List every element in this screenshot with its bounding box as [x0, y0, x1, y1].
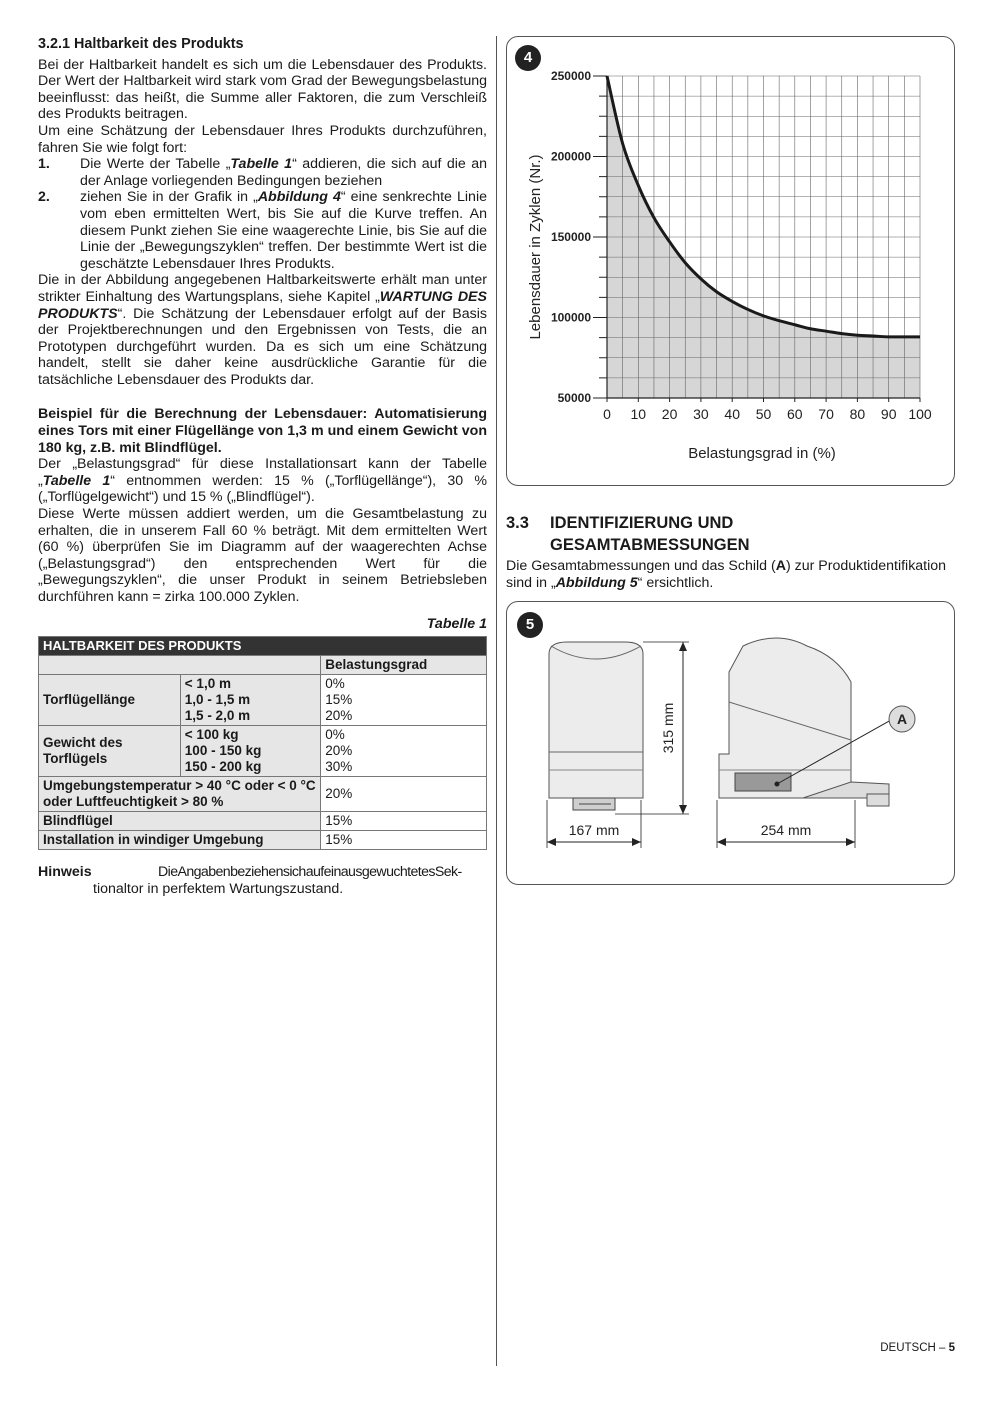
- paragraph: Um eine Schätzung der Lebensdauer Ihres Produkts durchzuführen, fahren Sie wie folgt fort:: [38, 122, 487, 156]
- paragraph: Die Gesamtabmessungen und das Schild (A) zur Produktidentifikation sind in „Abbildung 5“ ersichtlich.: [506, 558, 947, 591]
- x-tick-label: 90: [880, 406, 897, 422]
- table-row: Torflügellänge < 1,0 m 1,0 - 1,5 m 1,5 - 2,0 m 0% 15% 20%: [39, 675, 487, 726]
- y-tick-label: 50000: [557, 391, 591, 405]
- table-caption: Tabelle 1: [426, 615, 487, 632]
- page-footer: DEUTSCH – 5: [880, 1342, 955, 1354]
- left-column: [38, 36, 487, 897]
- table-title: HALTBARKEIT DES PRODUKTS: [39, 637, 487, 656]
- section-title: 3.2.1 Haltbarkeit des Produkts: [38, 36, 244, 52]
- x-tick-label: 20: [661, 406, 678, 422]
- x-tick-label: 0: [603, 406, 611, 422]
- y-tick-label: 250000: [550, 69, 591, 83]
- figure-badge: 4: [515, 45, 541, 71]
- list-item: 1. Die Werte der Tabelle „Tabelle 1“ addieren, die sich auf die an der Anlage vorliegenden Bedingungen beziehen: [38, 156, 487, 189]
- x-tick-label: 40: [724, 406, 740, 422]
- y-axis-label: Lebensdauer in Zyklen (Nr.): [527, 154, 544, 340]
- figure-5: [506, 601, 955, 885]
- example-title: Beispiel für die Berechnung der Lebensdauer: Automatisierung eines Tors mit einer Flügellänge von 1,3 m und einem Gewicht von 180 kg, z.B. mit Blindflügel.: [38, 406, 487, 456]
- table-row: Gewicht des Torflügels < 100 kg 100 - 150 kg 150 - 200 kg 0% 20% 30%: [39, 726, 487, 777]
- y-tick-label: 150000: [550, 230, 591, 244]
- column-divider: [496, 36, 497, 1366]
- paragraph: Die in der Abbildung angegebenen Haltbarkeitswerte erhält man unter strikter Einhaltung des Wartungsplans, siehe Kapitel „WARTUNG DES PRODUKTS“. Die Schätzung der Lebensdauer erfolgt auf der Basis der Projektberechnungen und den Ergebnissen von Tests, die an Prototypen durchgeführt wurden. Da es sich um eine Schätzung handelt, stellt sie daher keine ausdrückliche Garantie für die tatsächliche Lebensdauer des Produkts dar.: [38, 272, 487, 388]
- table-row: Umgebungstemperatur > 40 °C oder < 0 °C oder Luftfeuchtigkeit > 80 % 20%: [39, 777, 487, 812]
- height-dimension-label: 315 mm: [660, 702, 676, 754]
- table-col-header: Belastungsgrad: [321, 656, 487, 675]
- front-view-illustration: [549, 642, 643, 810]
- x-tick-label: 60: [787, 406, 803, 422]
- figure-badge: 5: [517, 612, 543, 638]
- table-row: Installation in windiger Umgebung 15%: [39, 831, 487, 850]
- right-column: [506, 36, 955, 885]
- durability-table: [38, 636, 487, 850]
- x-tick-label: 50: [755, 406, 772, 422]
- depth-dimension-label: 254 mm: [760, 822, 812, 839]
- section-heading: GESAMTABMESSUNGEN: [550, 536, 750, 554]
- x-tick-label: 80: [849, 406, 866, 422]
- section-heading: 3.3 IDENTIFIZIERUNG UND: [506, 514, 734, 532]
- paragraph: Diese Werte müssen addiert werden, um die Gesamtbelastung zu erhalten, die in unserem Fall 60 % beträgt. Mit dem ermittelten Wert (60 %) überprüfen Sie im Diagramm auf der waagerechten Achse („Belastungsgrad“) den entsprechenden Wert für die „Bewegungszyklen“, die unser Produkt in seinem Betriebsleben durchführen kann = zirka 100.000 Zyklen.: [38, 506, 487, 605]
- side-view-illustration: [719, 638, 889, 806]
- y-tick-label: 200000: [550, 149, 591, 164]
- x-tick-label: 70: [818, 406, 834, 422]
- table-row: Blindflügel 15%: [39, 812, 487, 831]
- y-tick-label: 100000: [550, 310, 591, 325]
- dimensions-drawing: [507, 602, 954, 884]
- x-tick-label: 10: [630, 406, 647, 422]
- x-axis-label: Belastungsgrad in (%): [688, 445, 836, 462]
- paragraph: Bei der Haltbarkeit handelt es sich um die Lebensdauer des Produkts. Der Wert der Haltbarkeit wird stark vom Grad der Bewegungsbelastung beeinflusst: das heißt, die Summe aller Faktoren, die zum Verschleiß des Produkts beitragen.: [38, 56, 487, 123]
- x-tick-label: 100: [908, 406, 932, 422]
- paragraph: Der „Belastungsgrad“ für diese Installationsart kann der Tabelle „Tabelle 1“ entnommen werden: 15 % („Torflügellänge“), 30 % („Torflügelgewicht“) und 15 % („Blindflügel“).: [38, 456, 487, 506]
- steps-list: [38, 156, 487, 272]
- figure-4: [506, 36, 955, 486]
- label-marker-a: A: [896, 711, 908, 728]
- hint-note: Hinweis DieAngabenbeziehensichaufeinausgewuchtetesSek- tionaltor in perfektem Wartungszustand.: [38, 864, 462, 897]
- durability-chart: [507, 37, 954, 485]
- list-item: 2. ziehen Sie in der Grafik in „Abbildung 4“ eine senkrechte Linie vom eben ermittelten Wert, bis Sie auf die Kurve treffen. An diesem Punkt ziehen Sie eine waagerechte Linie, bis Sie auf die Linie der „Bewegungszyklen“ treffen. Der bestimmte Wert ist die geschätzte Lebensdauer Ihres Produkts.: [38, 189, 487, 272]
- x-tick-label: 30: [693, 406, 709, 422]
- width-dimension-label: 167 mm: [568, 822, 620, 839]
